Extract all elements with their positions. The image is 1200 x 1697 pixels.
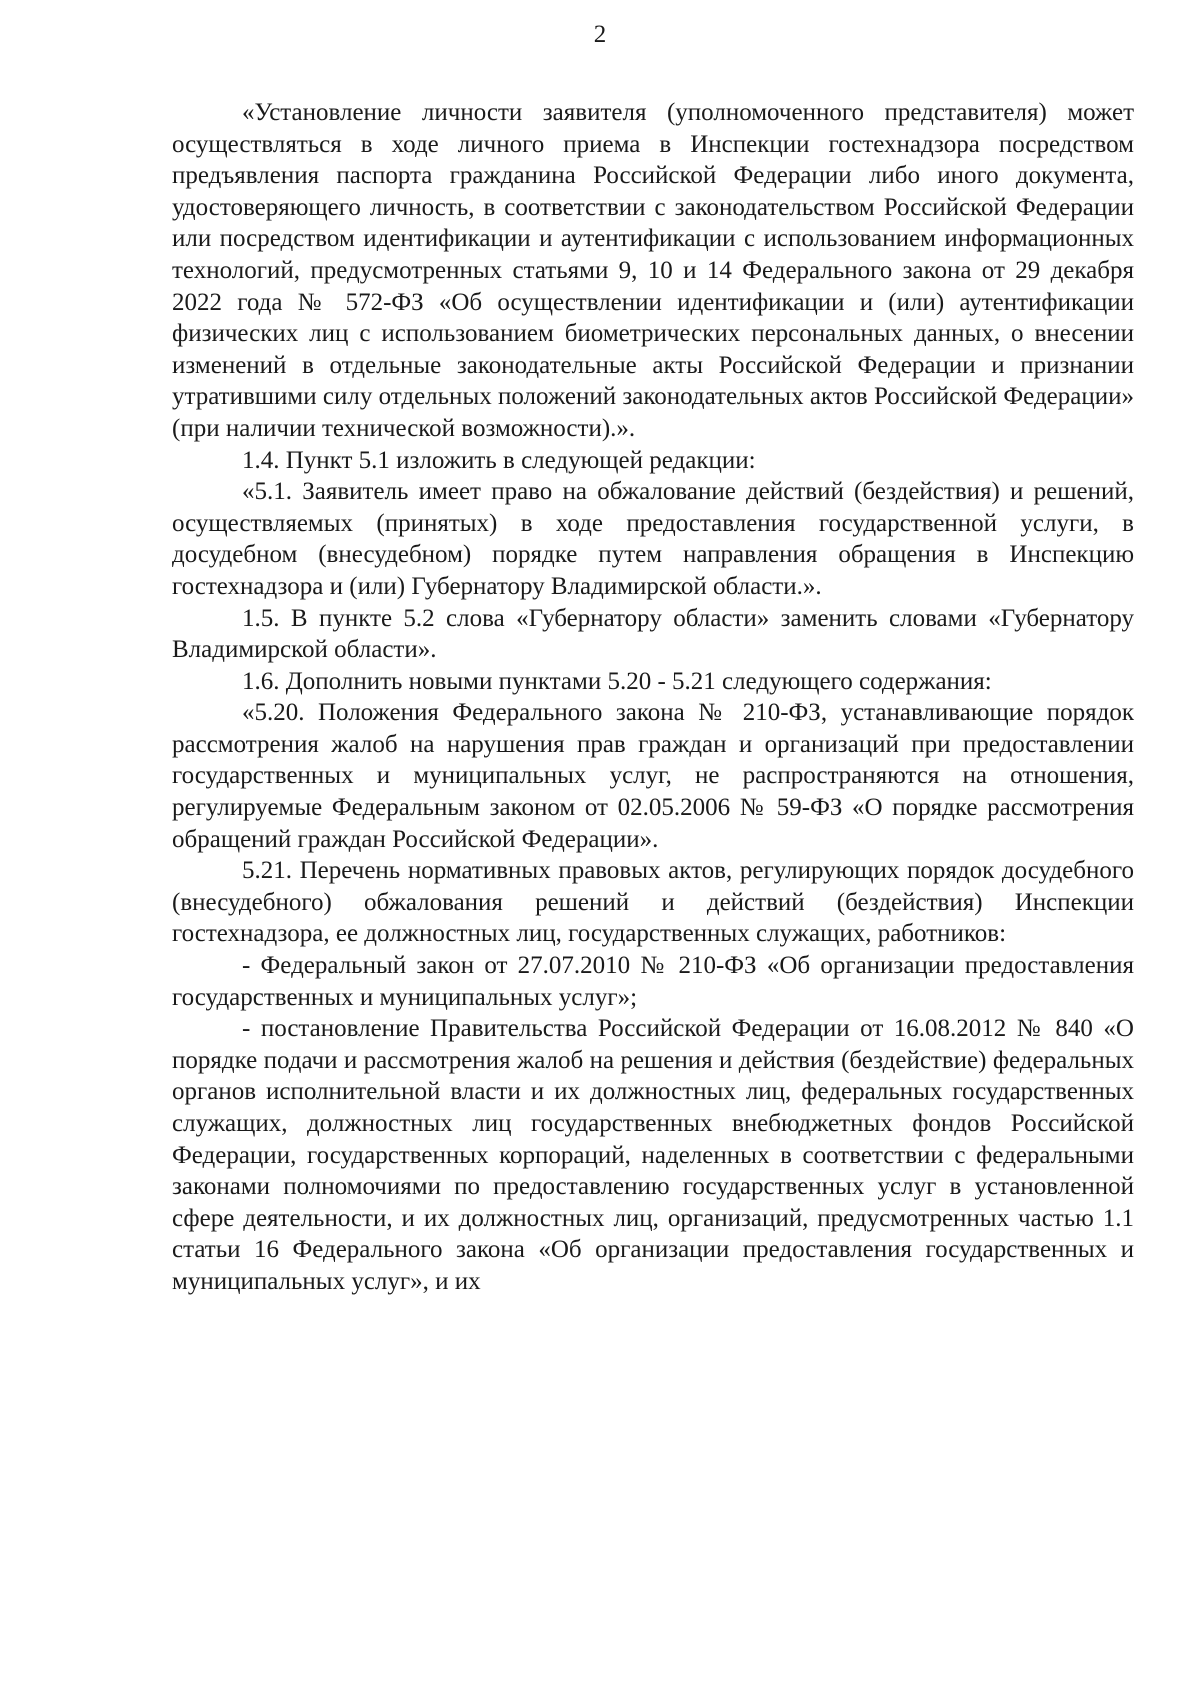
paragraph-identity-verification: «Установление личности заявителя (уполномоченного представителя) может осуществляться в ходе личного приема в Инспекции гостехнадзора посредством предъявления паспорта гражданина Российской Федерации либо иного документа, удостоверяющего личность, в соответствии с законодательством Российской Федерации или посредством идентификации и аутентификации с использованием информационных технологий, предусмотренных статьями 9, 10 и 14 Федерального закона от 29 декабря 2022 года № 572-ФЗ «Об осуществлении идентификации и (или) аутентификации физических лиц с использованием биометрических персональных данных, о внесении изменений в отдельные законодательные акты Российской Федерации и признании утратившими силу отдельных положений законодательных актов Российской Федерации» (при наличии технической возможности).». <box>172 99 1134 442</box>
paragraph-item-1-6: 1.6. Дополнить новыми пунктами 5.20 - 5.21 следующего содержания: <box>242 667 992 695</box>
paragraph-item-1-4: 1.4. Пункт 5.1 изложить в следующей редакции: <box>242 446 756 474</box>
paragraph-item-5-21: 5.21. Перечень нормативных правовых актов, регулирующих порядок досудебного (внесудебного) обжалования решений и действий (бездействия) Инспекции гостехнадзора, ее должностных лиц, государственных служащих, работников: <box>172 857 1134 948</box>
list-item-government-decree-840: - постановление Правительства Российской Федерации от 16.08.2012 № 840 «О порядке подачи и рассмотрения жалоб на решения и действия (бездействие) федеральных органов исполнительной власти и их должностных лиц, федеральных государственных служащих, должностных лиц государственных внебюджетных фондов Российской Федерации, государственных корпораций, наделенных в соответствии с федеральными законами полномочиями по предоставлению государственных услуг в установленной сфере деятельности, и их должностных лиц, организаций, предусмотренных частью 1.1 статьи 16 Федерального закона «Об организации предоставления государственных и муниципальных услуг», и их <box>172 1015 1134 1295</box>
paragraph-item-5-1: «5.1. Заявитель имеет право на обжалование действий (бездействия) и решений, осуществляемых (принятых) в ходе предоставления государственной услуги, в досудебном (внесудебном) порядке путем направления обращения в Инспекцию гостехнадзора и (или) Губернатору Владимирской области.». <box>172 478 1134 600</box>
list-item-federal-law-210: - Федеральный закон от 27.07.2010 № 210-ФЗ «Об организации предоставления государственных и муниципальных услуг»; <box>172 952 1134 1011</box>
document-body <box>172 97 1134 1298</box>
page-number: 2 <box>593 21 607 48</box>
paragraph-item-5-20: «5.20. Положения Федерального закона № 210-ФЗ, устанавливающие порядок рассмотрения жалоб на нарушения прав граждан и организаций при предоставлении государственных и муниципальных услуг, не распространяются на отношения, регулируемые Федеральным законом от 02.05.2006 № 59-ФЗ «О порядке рассмотрения обращений граждан Российской Федерации». <box>172 699 1134 853</box>
paragraph-item-1-5: 1.5. В пункте 5.2 слова «Губернатору области» заменить словами «Губернатору Владимирской области». <box>172 604 1134 664</box>
